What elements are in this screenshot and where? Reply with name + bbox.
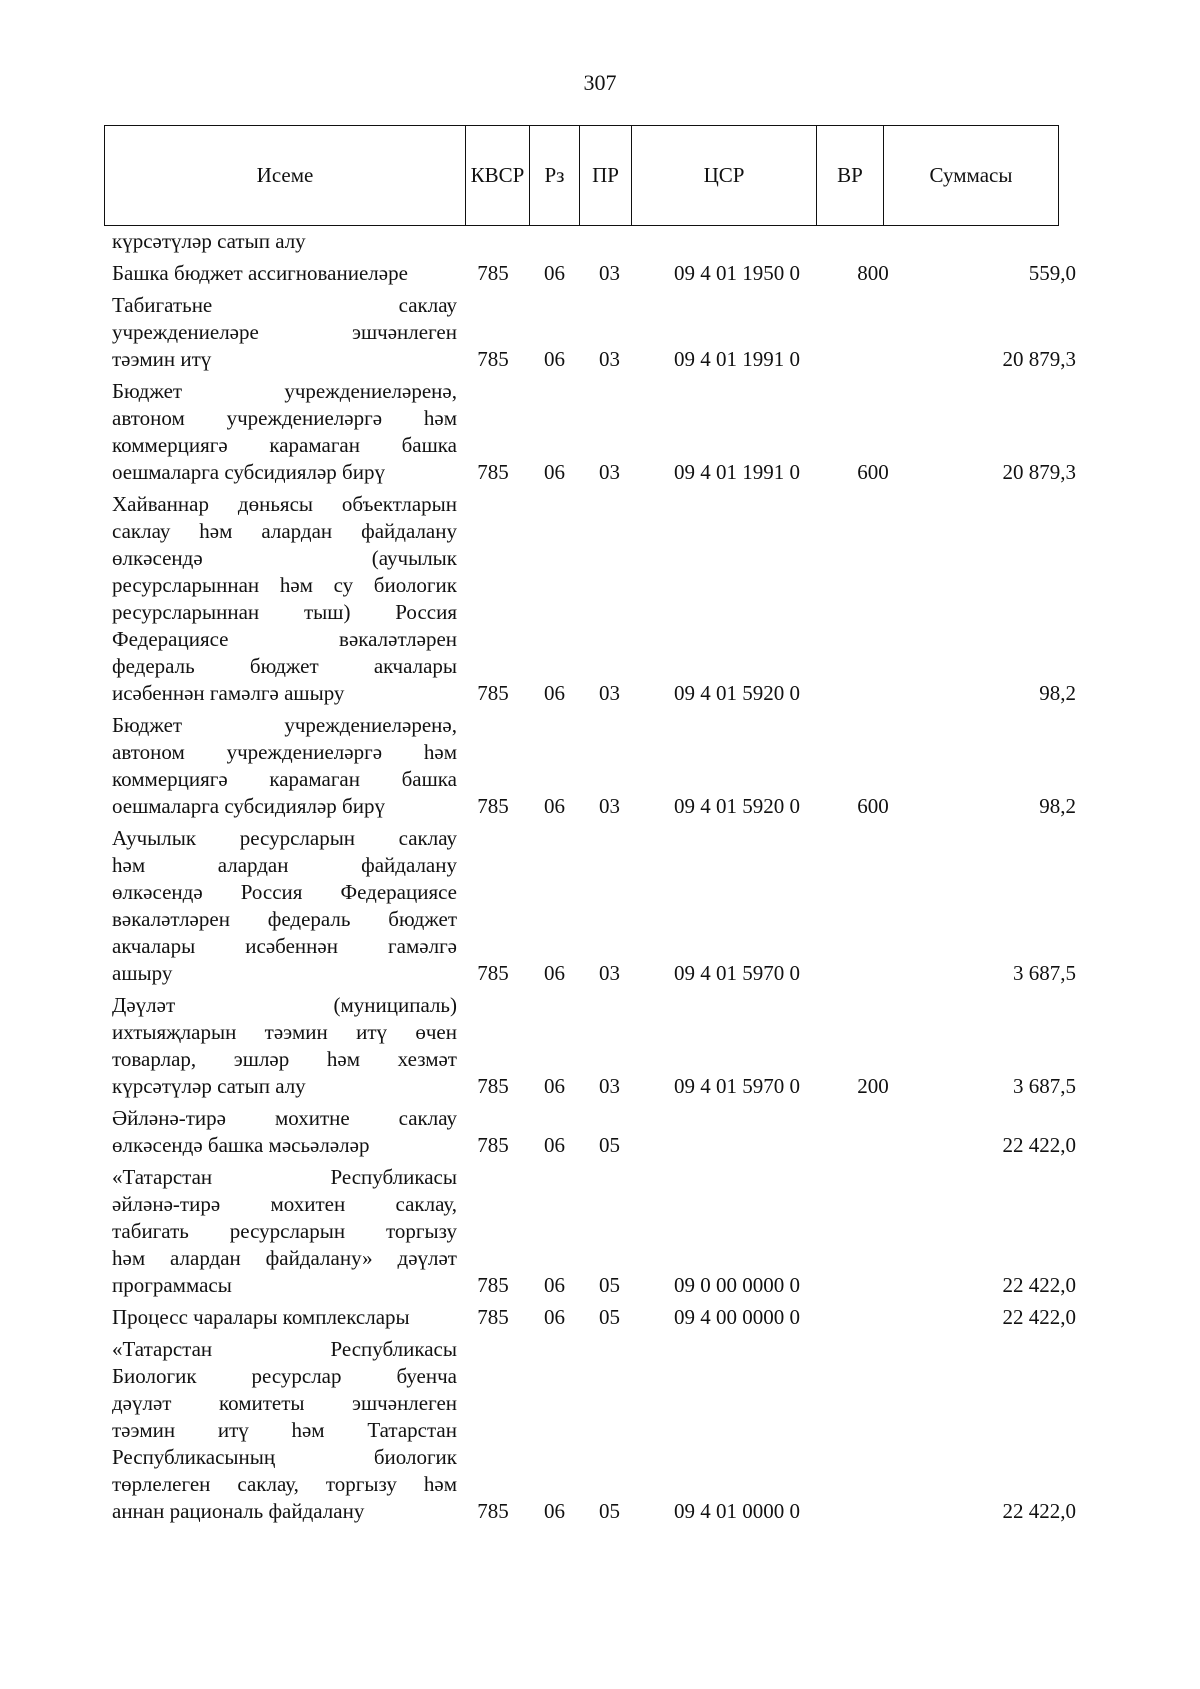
row-name-line: Республикасының биологик <box>112 1445 457 1469</box>
cell-pr: 03 <box>599 460 620 484</box>
column-header-rz: Рз <box>530 126 580 226</box>
cell-csr: 09 4 01 1991 0 <box>674 347 800 371</box>
cell-csr: 09 0 00 0000 0 <box>674 1273 800 1297</box>
row-name-line: өлкәсендә (аучылык <box>112 546 457 570</box>
row-name-line: Бюджет учреждениеләренә, <box>112 379 457 403</box>
row-name-line: федераль бюджет акчалары <box>112 654 457 678</box>
row-name-line: аннан рациональ файдалану <box>112 1499 365 1523</box>
row-name-line: исәбеннән гамәлгә ашыру <box>112 681 345 705</box>
cell-kvsr: 785 <box>477 460 509 484</box>
row-name-line: саклау һәм алардан файдалану <box>112 519 457 543</box>
cell-kvsr: 785 <box>477 1074 509 1098</box>
cell-rz: 06 <box>544 1499 565 1523</box>
row-name-line: оешмаларга субсидияләр бирү <box>112 460 385 484</box>
cell-kvsr: 785 <box>477 1499 509 1523</box>
row-name-line: күрсәтүләр сатып алу <box>112 1074 306 1098</box>
cell-rz: 06 <box>544 261 565 285</box>
cell-csr: 09 4 00 0000 0 <box>674 1305 800 1329</box>
row-name-line: автоном учреждениеләргә һәм <box>112 740 457 764</box>
cell-csr: 09 4 01 5970 0 <box>674 961 800 985</box>
cell-vr: 600 <box>857 794 889 818</box>
cell-rz: 06 <box>544 347 565 371</box>
row-name-line: ашыру <box>112 961 173 985</box>
cell-kvsr: 785 <box>477 347 509 371</box>
cell-csr: 09 4 01 5970 0 <box>674 1074 800 1098</box>
row-name <box>104 712 459 820</box>
row-name-line: өлкәсендә Россия Федерациясе <box>112 880 457 904</box>
row-name-line: күрсәтүләр сатып алу <box>112 229 306 253</box>
row-name-line: һәм алардан файдалану <box>112 853 457 877</box>
page-number: 307 <box>583 70 617 95</box>
table-row <box>104 1304 1100 1331</box>
cell-sum: 22 422,0 <box>1002 1273 1076 1297</box>
cell-sum: 3 687,5 <box>1013 961 1076 985</box>
row-name-line: Хайваннар дөньясы объектларын <box>112 492 457 516</box>
column-header-kvsr: КВСР <box>466 126 530 226</box>
cell-csr: 09 4 01 5920 0 <box>674 681 800 705</box>
cell-pr: 05 <box>599 1133 620 1157</box>
row-name-line: Биологик ресурслар буенча <box>112 1364 457 1388</box>
row-name-line: «Татарстан Республикасы <box>112 1337 457 1361</box>
table-row <box>104 491 1100 707</box>
cell-csr: 09 4 01 0000 0 <box>674 1499 800 1523</box>
cell-csr: 09 4 01 5920 0 <box>674 794 800 818</box>
row-name-line: әйләнә-тирә мохитен саклау, <box>112 1192 457 1216</box>
row-name-line: дәүләт комитеты эшчәнлеген <box>112 1391 457 1415</box>
column-header-sum: Суммасы <box>884 126 1059 226</box>
row-name <box>104 1304 459 1331</box>
row-name-line: коммерциягә карамаган башка <box>112 433 457 457</box>
cell-rz: 06 <box>544 961 565 985</box>
row-name-line: Федерациясе вәкаләтләрен <box>112 627 457 651</box>
cell-pr: 03 <box>599 681 620 705</box>
row-name-line: тәэмин итү <box>112 347 212 371</box>
row-name-line: Әйләнә-тирә мохитне саклау <box>112 1106 457 1130</box>
table-row <box>104 1164 1100 1299</box>
cell-csr: 09 4 01 1950 0 <box>674 261 800 285</box>
table-row <box>104 992 1100 1100</box>
cell-pr: 03 <box>599 1074 620 1098</box>
cell-pr: 03 <box>599 347 620 371</box>
row-name <box>104 260 459 287</box>
cell-kvsr: 785 <box>477 961 509 985</box>
row-name-line: акчалары исәбеннән гамәлгә <box>112 934 457 958</box>
row-name-line: өлкәсендә башка мәсьәләләр <box>112 1133 370 1157</box>
row-name <box>104 1164 459 1299</box>
cell-rz: 06 <box>544 1305 565 1329</box>
column-header-vr: ВР <box>817 126 884 226</box>
cell-vr: 200 <box>857 1074 889 1098</box>
row-name-line: Бюджет учреждениеләренә, <box>112 713 457 737</box>
cell-rz: 06 <box>544 1074 565 1098</box>
cell-sum: 559,0 <box>1028 261 1076 285</box>
row-name <box>104 378 459 486</box>
table-row <box>104 825 1100 987</box>
row-name <box>104 825 459 987</box>
cell-sum: 3 687,5 <box>1013 1074 1076 1098</box>
table-body <box>104 228 1100 1525</box>
cell-kvsr: 785 <box>477 794 509 818</box>
cell-pr: 03 <box>599 794 620 818</box>
table-row <box>104 378 1100 486</box>
cell-pr: 05 <box>599 1273 620 1297</box>
cell-kvsr: 785 <box>477 1305 509 1329</box>
cell-rz: 06 <box>544 460 565 484</box>
cell-kvsr: 785 <box>477 261 509 285</box>
cell-rz: 06 <box>544 794 565 818</box>
table-row <box>104 1105 1100 1159</box>
table-row <box>104 260 1100 287</box>
row-name-line: Дәүләт (муниципаль) <box>112 993 457 1017</box>
row-name-line: ихтыяҗларын тәэмин итү өчен <box>112 1020 457 1044</box>
row-name-line: Табигатьне саклау <box>112 293 457 317</box>
cell-sum: 20 879,3 <box>1002 460 1076 484</box>
row-name <box>104 292 459 373</box>
cell-rz: 06 <box>544 1273 565 1297</box>
row-name-line: ресурсларыннан тыш) Россия <box>112 600 457 624</box>
row-name-line: ресурсларыннан һәм су биологик <box>112 573 457 597</box>
cell-kvsr: 785 <box>477 681 509 705</box>
row-name-line: тәэмин итү һәм Татарстан <box>112 1418 457 1442</box>
cell-vr: 600 <box>857 460 889 484</box>
cell-sum: 22 422,0 <box>1002 1133 1076 1157</box>
cell-rz: 06 <box>544 1133 565 1157</box>
row-name-line: программасы <box>112 1273 232 1297</box>
row-name-line: товарлар, эшләр һәм хезмәт <box>112 1047 457 1071</box>
row-name-line: коммерциягә карамаган башка <box>112 767 457 791</box>
table-row <box>104 228 1100 255</box>
column-header-csr: ЦСР <box>632 126 817 226</box>
row-name-line: Башка бюджет ассигнованиеләре <box>112 261 408 285</box>
cell-sum: 98,2 <box>1039 794 1076 818</box>
row-name-line: вәкаләтләрен федераль бюджет <box>112 907 457 931</box>
cell-rz: 06 <box>544 681 565 705</box>
row-name <box>104 992 459 1100</box>
cell-pr: 05 <box>599 1305 620 1329</box>
row-name <box>104 491 459 707</box>
row-name-line: Аучылык ресурсларын саклау <box>112 826 457 850</box>
row-name-line: «Татарстан Республикасы <box>112 1165 457 1189</box>
row-name-line: төрлелеген саклау, торгызу һәм <box>112 1472 457 1496</box>
cell-vr: 800 <box>857 261 889 285</box>
table-row <box>104 1336 1100 1525</box>
row-name-line: һәм алардан файдалану» дәүләт <box>112 1246 457 1270</box>
cell-sum: 22 422,0 <box>1002 1305 1076 1329</box>
column-header-pr: ПР <box>580 126 632 226</box>
cell-kvsr: 785 <box>477 1133 509 1157</box>
cell-csr: 09 4 01 1991 0 <box>674 460 800 484</box>
row-name-line: автоном учреждениеләргә һәм <box>112 406 457 430</box>
row-name <box>104 228 459 255</box>
row-name <box>104 1336 459 1525</box>
row-name-line: табигать ресурсларын торгызу <box>112 1219 457 1243</box>
table-row <box>104 292 1100 373</box>
cell-pr: 05 <box>599 1499 620 1523</box>
row-name <box>104 1105 459 1159</box>
cell-sum: 20 879,3 <box>1002 347 1076 371</box>
table-row <box>104 712 1100 820</box>
cell-kvsr: 785 <box>477 1273 509 1297</box>
cell-sum: 98,2 <box>1039 681 1076 705</box>
table-header <box>104 125 1059 226</box>
row-name-line: учреждениеләре эшчәнлеген <box>112 320 457 344</box>
cell-sum: 22 422,0 <box>1002 1499 1076 1523</box>
row-name-line: оешмаларга субсидияләр бирү <box>112 794 385 818</box>
cell-pr: 03 <box>599 961 620 985</box>
column-header-name: Исеме <box>105 126 466 226</box>
cell-pr: 03 <box>599 261 620 285</box>
row-name-line: Процесс чаралары комплекслары <box>112 1305 410 1329</box>
